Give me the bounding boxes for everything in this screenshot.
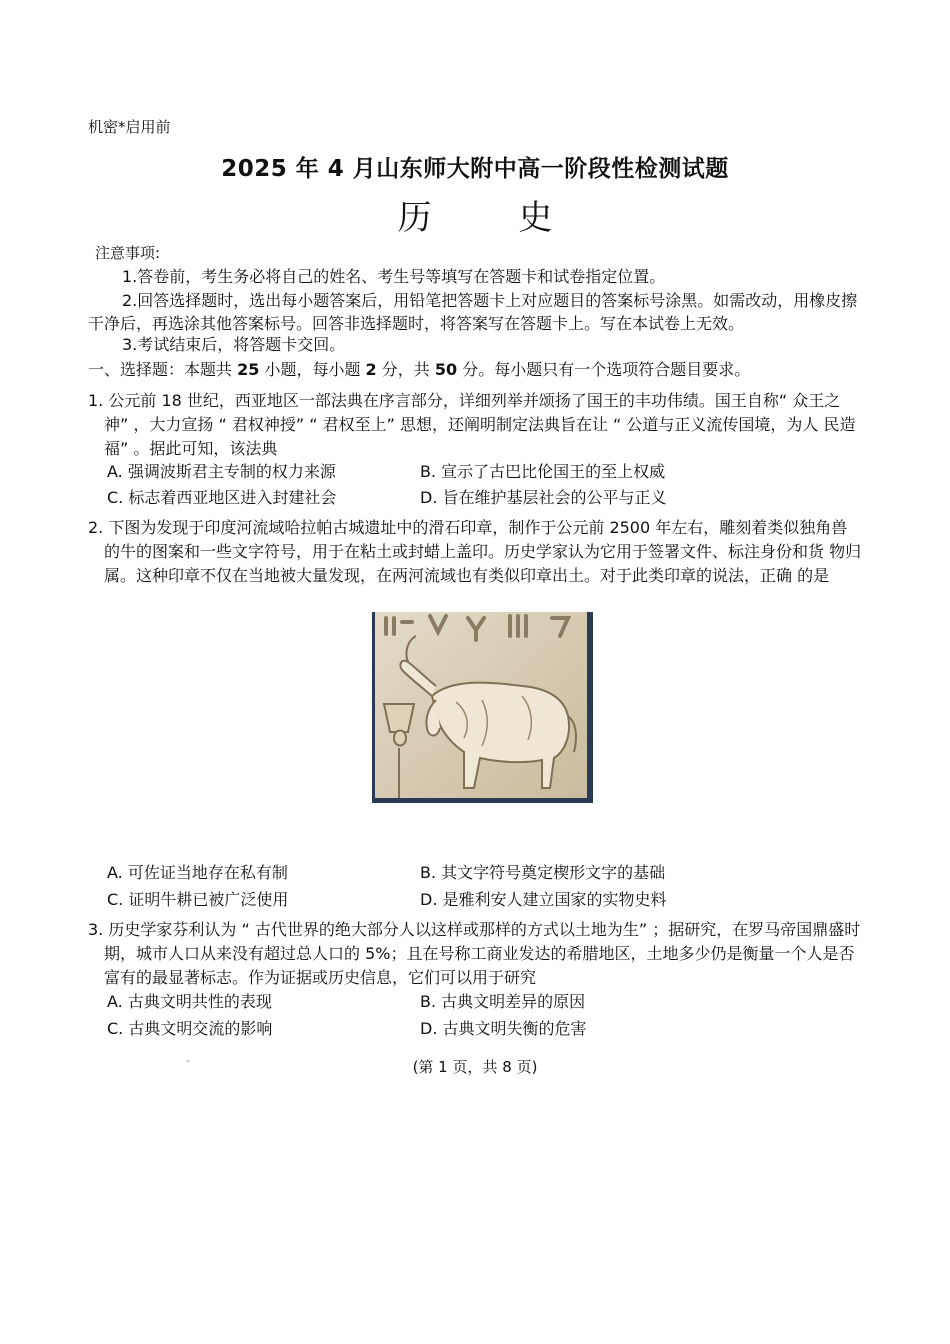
section-heading [88,358,750,382]
section-mid2: 分，共 [376,360,435,379]
subject-title: 历 史 [397,198,591,238]
section-suffix: 分。每小题只有一个选项符合题目要求。 [457,360,751,379]
question-3-stem: 3. 历史学家芬利认为 “ 古代世界的绝大部分人以这样或那样的方式以土地为生” ；据研究，在罗马帝国鼎盛时期，城市人口从来没有超过总人口的 5%；且在号称工商业发达的希腊地区，土地多少仍是衡量一个人是否富有的最显著标志。作为证据或历史信息，它们可以用于研究 [88,920,861,987]
question-2-option-d[interactable]: D. 是雅利安人建立国家的实物史料 [420,890,667,909]
note-item-1: 1.答卷前，考生务必将自己的姓名、考生号等填写在答题卡和试卷指定位置。 [122,267,666,286]
page-number: (第 1 页，共 8 页) [412,1058,538,1076]
question-3-option-a[interactable]: A. 古典文明共性的表现 [107,992,272,1011]
question-3-option-c[interactable]: C. 古典文明交流的影响 [107,1019,273,1038]
notes-label: 注意事项: [95,244,161,262]
question-1-option-a[interactable]: A. 强调波斯君主专制的权力来源 [107,462,336,481]
exam-title: 2025 年 4 月山东师大附中高一阶段性检测试题 [221,156,729,182]
question-1-option-b[interactable]: B. 宣示了古巴比伦国王的至上权威 [420,462,666,481]
confidential-label: 机密*启用前 [88,118,171,136]
note-item-3: 3.考试结束后，将答题卡交回。 [122,335,346,354]
question-1-option-c[interactable]: C. 标志着西亚地区进入封建社会 [107,488,337,507]
note-item-2: 2.回答选择题时，选出每小题答案后，用铅笔把答题卡上对应题目的答案标号涂黑。如需改动，用橡皮擦干净后，再选涂其他答案标号。回答非选择题时，将答案写在答题卡上。写在本试卷上无效。 [88,291,858,333]
question-2-option-a[interactable]: A. 可佐证当地存在私有制 [107,863,288,882]
question-3-option-d[interactable]: D. 古典文明失衡的危害 [420,1019,587,1038]
section-count: 25 [237,360,260,379]
harappa-seal-image [372,612,593,803]
footer-mark: - [186,1056,190,1067]
section-points: 2 [365,360,377,379]
question-2-stem: 2. 下图为发现于印度河流域哈拉帕古城遗址中的滑石印章，制作于公元前 2500 年左右，雕刻着类似独角兽 的牛的图案和一些文字符号，用于在粘土或封蜡上盖印。历史学家认为它用于签署文件、标注身份和货 物归属。这种印章不仅在当地被大量发现，在两河流域也有类似印章出土。对于此类印章的说法，正确 的是 [88,518,862,585]
section-mid1: 小题，每小题 [259,360,366,379]
section-prefix: 一、选择题：本题共 [88,360,238,379]
question-1-stem: 1. 公元前 18 世纪，西亚地区一部法典在序言部分，详细列举并颂扬了国王的丰功伟绩。国王自称“ 众王之 神” ，大力宣扬 “ 君权神授” “ 君权至上” 思想，还阐明制定法典旨在让 “ 公道与正义流传国境，为人 民造福” 。据此可知，该法典 [88,391,856,458]
question-2-option-b[interactable]: B. 其文字符号奠定楔形文字的基础 [420,863,666,882]
seal-illustration [372,612,593,803]
question-3-option-b[interactable]: B. 古典文明差异的原因 [420,992,586,1011]
question-2-option-c[interactable]: C. 证明牛耕已被广泛使用 [107,890,289,909]
section-total: 50 [434,360,458,379]
question-1-option-d[interactable]: D. 旨在维护基层社会的公平与正义 [420,488,667,507]
